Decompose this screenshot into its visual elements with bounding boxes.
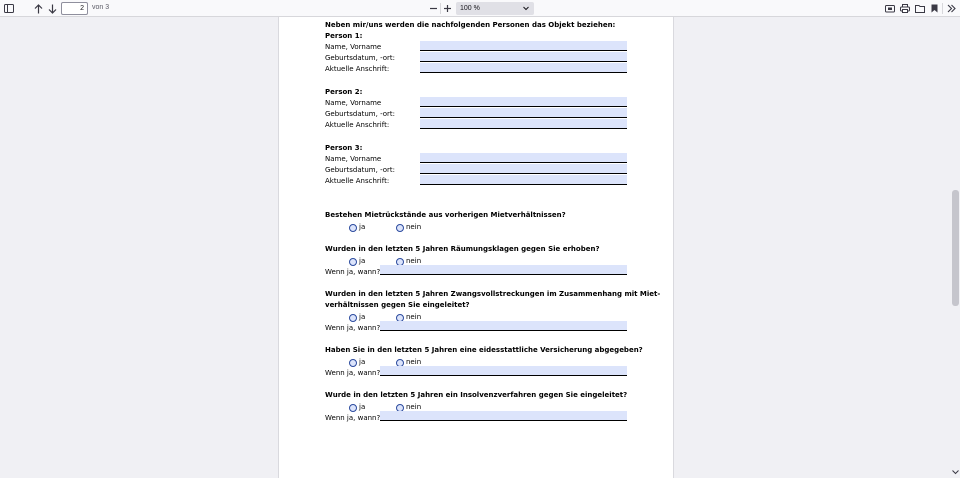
zoom-in-icon[interactable] xyxy=(442,3,453,14)
birth-label: Geburtsdatum, -ort: xyxy=(325,166,395,174)
address-label: Aktuelle Anschrift: xyxy=(325,65,390,73)
scrollbar-thumb[interactable] xyxy=(952,190,959,306)
person-1-address-field[interactable] xyxy=(420,63,627,73)
when-field[interactable] xyxy=(380,321,627,331)
radio-no-label: nein xyxy=(406,257,422,265)
when-label: Wenn ja, wann? xyxy=(325,268,381,276)
person-heading: Person 3: xyxy=(325,144,363,152)
vertical-scrollbar[interactable] xyxy=(950,17,960,478)
radio-yes[interactable] xyxy=(349,404,357,412)
zoom-select[interactable] xyxy=(456,2,534,15)
open-file-icon[interactable] xyxy=(914,3,925,14)
intro-question: Neben mir/uns werden die nachfolgenden Personen das Objekt beziehen: xyxy=(325,21,616,29)
question-text: Haben Sie in den letzten 5 Jahren eine eidesstattliche Versicherung abgegeben? xyxy=(325,346,643,354)
person-2-address-field[interactable] xyxy=(420,119,627,129)
presentation-mode-icon[interactable] xyxy=(884,3,895,14)
question-text: Wurden in den letzten 5 Jahren Räumungsklagen gegen Sie erhoben? xyxy=(325,245,600,253)
person-2-name-field[interactable] xyxy=(420,97,627,107)
sidebar-toggle-icon[interactable] xyxy=(3,3,14,14)
when-label: Wenn ja, wann? xyxy=(325,324,381,332)
radio-no-label: nein xyxy=(406,313,422,321)
scroll-down-icon[interactable] xyxy=(950,468,960,476)
zoom-out-icon[interactable] xyxy=(428,3,439,14)
address-label: Aktuelle Anschrift: xyxy=(325,121,390,129)
print-icon[interactable] xyxy=(899,3,910,14)
radio-no-label: nein xyxy=(406,223,422,231)
tools-menu-icon[interactable] xyxy=(946,3,957,14)
when-label: Wenn ja, wann? xyxy=(325,369,381,377)
when-field[interactable] xyxy=(380,265,627,275)
radio-yes-label: ja xyxy=(359,403,366,411)
birth-label: Geburtsdatum, -ort: xyxy=(325,110,395,118)
question-text: Wurde in den letzten 5 Jahren ein Insolvenzverfahren gegen Sie eingeleitet? xyxy=(325,391,628,399)
radio-no[interactable] xyxy=(396,224,404,232)
address-label: Aktuelle Anschrift: xyxy=(325,177,390,185)
when-field[interactable] xyxy=(380,366,627,376)
radio-yes[interactable] xyxy=(349,224,357,232)
zoom-value: 100 % xyxy=(460,5,480,12)
person-heading: Person 1: xyxy=(325,32,363,40)
person-3-birth-field[interactable] xyxy=(420,164,627,174)
toolbar-separator xyxy=(440,3,441,14)
previous-page-icon[interactable] xyxy=(33,3,44,14)
radio-yes[interactable] xyxy=(349,359,357,367)
person-3-name-field[interactable] xyxy=(420,153,627,163)
pdf-page xyxy=(278,17,674,478)
document-viewer[interactable] xyxy=(0,17,950,478)
person-3-address-field[interactable] xyxy=(420,175,627,185)
when-label: Wenn ja, wann? xyxy=(325,414,381,422)
page-count-label: von 3 xyxy=(92,4,110,11)
when-field[interactable] xyxy=(380,411,627,421)
radio-yes[interactable] xyxy=(349,258,357,266)
bookmark-icon[interactable] xyxy=(929,3,940,14)
name-label: Name, Vorname xyxy=(325,155,382,163)
radio-yes-label: ja xyxy=(359,358,366,366)
radio-yes-label: ja xyxy=(359,257,366,265)
person-2-birth-field[interactable] xyxy=(420,108,627,118)
question-text: Wurden in den letzten 5 Jahren Zwangsvollstreckungen im Zusammenhang mit Miet- xyxy=(325,290,661,298)
person-1-birth-field[interactable] xyxy=(420,52,627,62)
radio-yes-label: ja xyxy=(359,313,366,321)
radio-yes-label: ja xyxy=(359,223,366,231)
name-label: Name, Vorname xyxy=(325,99,382,107)
birth-label: Geburtsdatum, -ort: xyxy=(325,54,395,62)
name-label: Name, Vorname xyxy=(325,43,382,51)
toolbar-separator xyxy=(942,3,943,14)
radio-no-label: nein xyxy=(406,403,422,411)
radio-yes[interactable] xyxy=(349,314,357,322)
question-text-continued: verhältnissen gegen Sie eingeleitet? xyxy=(325,301,470,309)
person-1-name-field[interactable] xyxy=(420,41,627,51)
question-text: Bestehen Mietrückstände aus vorherigen Mietverhältnissen? xyxy=(325,211,566,219)
page-number-input[interactable]: 2 xyxy=(61,2,88,15)
radio-no-label: nein xyxy=(406,358,422,366)
pdf-toolbar xyxy=(0,0,960,17)
person-heading: Person 2: xyxy=(325,88,363,96)
next-page-icon[interactable] xyxy=(47,3,58,14)
